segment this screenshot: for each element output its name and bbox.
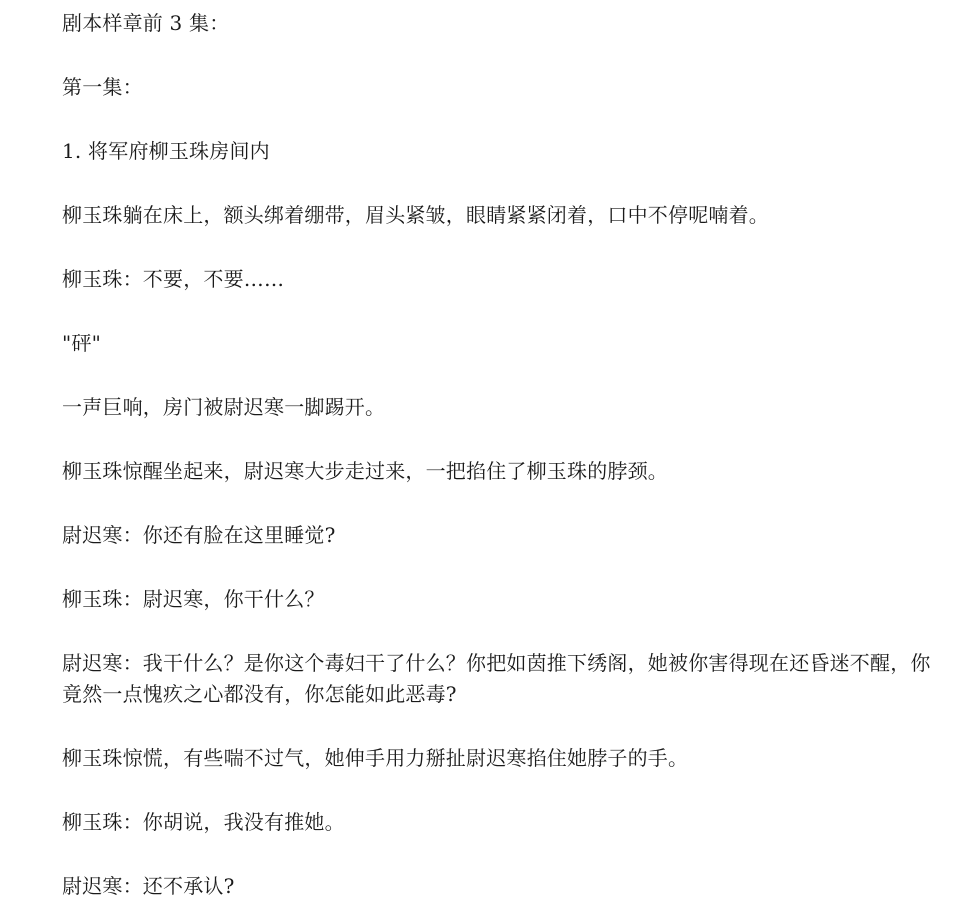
dialogue-line: 柳玉珠：你胡说，我没有推她。: [62, 810, 345, 834]
sound-effect: "砰": [62, 331, 101, 355]
dialogue-line: 尉迟寒：还不承认?: [62, 874, 235, 898]
action-line: 柳玉珠惊醒坐起来，尉迟寒大步走过来，一把掐住了柳玉珠的脖颈。: [62, 459, 668, 483]
dialogue-line: 尉迟寒：我干什么？是你这个毒妇干了什么？你把如茵推下绣阁，她被你害得现在还昏迷不醒，你竟然一点愧疚之心都没有，你怎能如此恶毒?: [62, 651, 931, 706]
heading-episode-one: 第一集：: [62, 75, 143, 99]
document-body: [62, 8, 932, 902]
dialogue-line: 尉迟寒：你还有脸在这里睡觉?: [62, 523, 336, 547]
action-line: 一声巨响，房门被尉迟寒一脚踢开。: [62, 395, 386, 419]
scene-heading: 1. 将军府柳玉珠房间内: [62, 139, 270, 163]
action-line: 柳玉珠惊慌，有些喘不过气，她伸手用力掰扯尉迟寒掐住她脖子的手。: [62, 746, 689, 770]
dialogue-line: 柳玉珠：不要，不要……: [62, 267, 285, 291]
dialogue-line: 柳玉珠：尉迟寒，你干什么？: [62, 587, 325, 611]
action-line: 柳玉珠躺在床上，额头绑着绷带，眉头紧皱，眼睛紧紧闭着，口中不停呢喃着。: [62, 203, 769, 227]
heading-sample-chapters: 剧本样章前 3 集：: [62, 11, 230, 35]
